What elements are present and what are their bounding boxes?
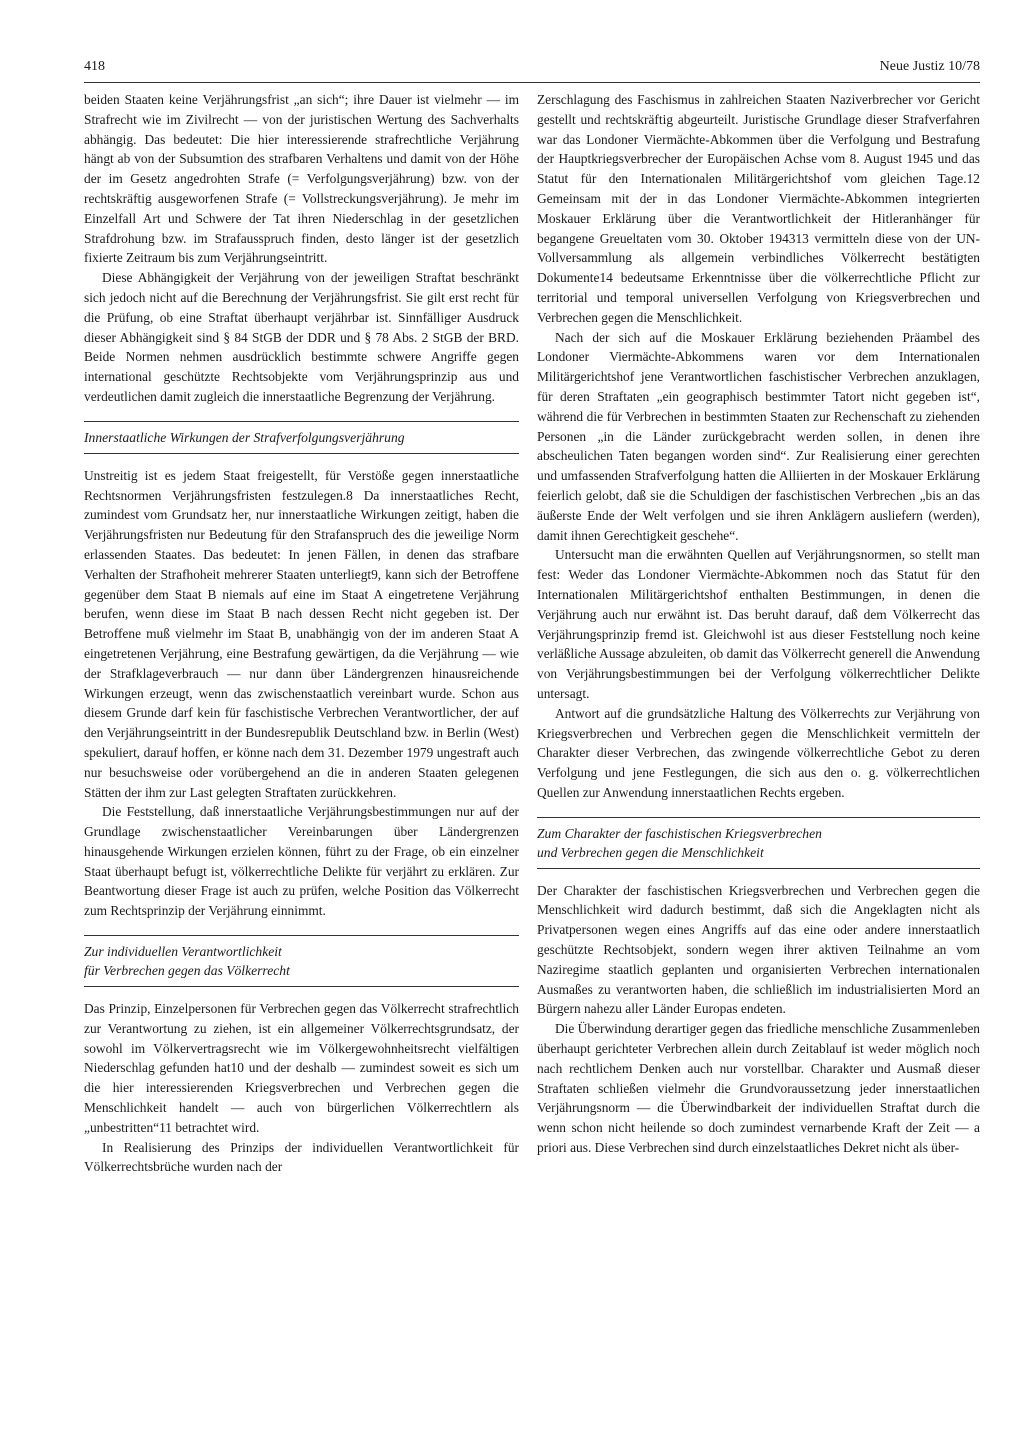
journal-issue: Neue Justiz 10/78: [879, 59, 980, 74]
right-paragraph-1: Zerschlagung des Faschismus in zahlreichen Staaten Naziverbrecher vor Gericht gestellt und rechtskräftig abgeurteilt. Juristische Grundlage dieser Strafverfahren war das Londoner Viermächte-Abkommen über die Verfolgung und Bestrafung der Hauptkriegsverbrecher der Europäischen Achse vom 8. August 1945 und das Statut für den Internationalen Militärgerichtshof vom gleichen Tage.12 Gemeinsam mit der in das Londoner Viermächte-Abkommen integrierten Moskauer Erklärung über die Verantwortlichkeit der Hitleranhänger für begangene Greueltaten vom 30. Oktober 194313 vermitteln diese von der UN-Vollversammlung als allgemein verbindliches Völkerrecht bestätigten Dokumente14 bedeutsame Erkenntnisse über die völkerrechtliche Pflicht zur territorial und temporal universellen Verfolgung von Kriegsverbrechen und Verbrechen gegen die Menschlichkeit.: [537, 92, 980, 325]
left-paragraph-3: Unstreitig ist es jedem Staat freigestellt, für Verstöße gegen innerstaatliche Rechtsnormen Verjährungsfristen festzulegen.8 Da innerstaatliches Recht, zumindest vom Grundsatz her, nur innerstaatliche Wirkungen zeitigt, haben die Verjährungsfristen nur Bedeutung für den Strafanspruch des die jeweilige Norm erlassenden Staates. Das bedeutet: In jenen Fällen, in denen das strafbare Verhalten der Strafhoheit mehrerer Staaten unterliegt9, kann sich der Betroffene gegenüber dem Staat B niemals auf eine im Staat A eingetretene Verjährung berufen, wenn diese im Staat B nach dessen Recht nicht gegeben ist. Der Betroffene muß vielmehr im Staat B, unabhängig von der im anderen Staat A eingetretenen Verjährung, eine Bestrafung gewärtigen, da die Verjährung — wie der Strafklageverbrauch — nur dann über Ländergrenzen hinausreichende Wirkungen erzeugt, wenn das zwischenstaatlich vereinbart wurde. Schon aus diesem Grunde darf kein für faschistische Verbrechen Verantwortlicher, der auf den Verjährungseintritt in der Bundesrepublik Deutschland bzw. in Berlin (West) spekuliert, darauf hoffen, er könne nach dem 31. Dezember 1979 ungestraft auch nur besuchsweise oder vorübergehend an die in anderen Staaten gelegenen Stätten der ihm zur Last gelegten Straftaten zurückkehren.: [84, 467, 519, 800]
section-heading-charakter-verbrechen: [537, 817, 980, 869]
section-heading-innerstaatliche-wirkungen: [84, 421, 519, 454]
page-header: [84, 59, 980, 79]
left-paragraph-5: Das Prinzip, Einzelpersonen für Verbrechen gegen das Völkerrecht strafrechtlich zur Verantwortung zu ziehen, ist ein allgemeiner Völkerrechtsgrundsatz, der sowohl im Völkervertragsrecht wie im Völkergewohnheitsrecht vielfältigen Niederschlag gefunden hat10 und der deshalb — zumindest soweit es sich um die hier interessierenden Kriegsverbrechen und Verbrechen gegen die Menschlichkeit handelt — auch von bürgerlichen Völkerrechtlern als „unbestritten“11 betrachtet wird.: [84, 1001, 519, 1135]
page-number: 418: [84, 59, 105, 74]
right-paragraph-2: Nach der sich auf die Moskauer Erklärung beziehenden Präambel des Londoner Viermächte-Abkommens waren vor dem Internationalen Militärgerichtshof jene Verantwortlichen faschistischer Verbrechen anzuklagen, für deren Straftaten „ein geographisch bestimmter Tatort nicht gegeben ist“, während die für Verbrechen in bestimmten Staaten zur Rechenschaft zu ziehenden Personen „in die Länder zurückgebracht werden sollen, in denen ihre abscheulichen Taten begangen worden sind“. Zur Realisierung einer gerechten und umfassenden Strafverfolgung hatten die Alliierten in der Moskauer Erklärung feierlich gelobt, daß sie die Schuldigen der faschistischen Verbrechen „bis an das äußerste Ende der Welt verfolgen und sie ihren Anklägern ausliefern (werden), damit ihnen Gerechtigkeit geschehe“.: [537, 329, 980, 543]
right-paragraph-5: Der Charakter der faschistischen Kriegsverbrechen und Verbrechen gegen die Menschlichkeit wird dadurch bestimmt, daß sich die Angeklagten nicht als Privatpersonen wegen eines Angriffs auf das eine oder andere innerstaatlich geschützte Rechtsobjekt, sondern wegen ihrer aktiven Teilnahme an vom Naziregime staatlich geplanten und organisierten Verbrechen internationalen Ausmaßes zu verantworten haben, die schließlich im industrialisierten Mord an Bürgern nahezu aller Länder Europas endeten.: [537, 882, 980, 1017]
left-paragraph-2: Diese Abhängigkeit der Verjährung von der jeweiligen Straftat beschränkt sich jedoch nicht auf die Berechnung der Verjährungsfrist. Sie gilt erst recht für die Prüfung, ob eine Straftat überhaupt verjährbar ist. Sinnfälliger Ausdruck dieser Abhängigkeit sind § 84 StGB der DDR und § 78 Abs. 2 StGB der BRD. Beide Normen nehmen ausdrücklich bestimmte schwere Angriffe gegen international geschützte Rechtsobjekte vom Verjährungsprinzip aus und verdeutlichen damit zugleich die innerstaatliche Begrenzung der Verjährung.: [84, 270, 519, 404]
section-heading-line-2: und Verbrechen gegen die Menschlichkeit: [537, 844, 764, 860]
section-heading-line-2: für Verbrechen gegen das Völkerrecht: [84, 963, 290, 979]
header-rule: [84, 82, 980, 83]
section-heading-line-1: Zur individuellen Verantwortlichkeit: [84, 944, 282, 960]
left-paragraph-1: beiden Staaten keine Verjährungsfrist „an sich“; ihre Dauer ist vielmehr — im Strafrecht wie im Zivilrecht — von der juristischen Wertung des Sachverhalts abhängig. Das bedeutet: Die hier interessierende strafrechtliche Verjährung hängt ab von der Subsumtion des strafbaren Verhaltens und damit von der Höhe der im Gesetz angedrohten Strafe (= Verfolgungsverjährung) bzw. von der rechtskräftig ausgeworfenen Strafe (= Vollstreckungsverjährung). Je mehr im Einzelfall Art und Schwere der Tat ihren Niederschlag in der gesetzlichen Strafdrohung bzw. im Strafausspruch finden, desto länger ist der gesetzlich fixierte Zeitraum bis zum Verjährungseintritt.: [84, 92, 519, 266]
section-heading-text: Innerstaatliche Wirkungen der Strafverfolgungsverjährung: [84, 429, 405, 445]
left-paragraph-4: Die Feststellung, daß innerstaatliche Verjährungsbestimmungen nur auf der Grundlage zwischenstaatlicher Vereinbarungen über Ländergrenzen hinausgehende Wirkungen erzielen können, führt zu der Frage, ob ein einzelner Staat überhaupt befugt ist, völkerrechtliche Delikte für verjährt zu erklären. Zur Beantwortung dieser Frage ist auch zu prüfen, welche Position das Völkerrecht zum Rechtsprinzip der Verjährung einnimmt.: [84, 804, 519, 919]
section-heading-line-1: Zum Charakter der faschistischen Kriegsverbrechen: [537, 825, 822, 841]
right-paragraph-6: Die Überwindung derartiger gegen das friedliche menschliche Zusammenleben überhaupt gerichteter Verbrechen allein durch Zeitablauf ist weder möglich noch nach rechtlichem Denken auch nur vorstellbar. Charakter und Ausmaß dieser Straftaten schließen vielmehr die Grundvoraussetzung jeder innerstaatlichen Verjährungsnorm — die Überwindbarkeit der individuellen Straftat durch die wenn schon nicht heilende so doch zumindest vernarbende Kraft der Zeit — a priori aus. Diese Verbrechen sind durch einzelstaatliches Dekret nicht als über-: [537, 1021, 980, 1156]
section-heading-individuelle-verantwortlichkeit: [84, 935, 519, 987]
left-column: [84, 90, 519, 1380]
right-paragraph-3: Untersucht man die erwähnten Quellen auf Verjährungsnormen, so stellt man fest: Weder das Londoner Viermächte-Abkommen noch das Statut für den Internationalen Militärgerichtshof enthalten Bestimmungen, in denen die Verjährung auch nur erwähnt ist. Das beruht darauf, daß dem Völkerrecht das Verjährungsprinzip fremd ist. Gleichwohl ist aus dieser Feststellung noch keine verläßliche Aussage abzuleiten, ob damit das Völkerrecht generell die Anwendung von Verjährungsbestimmungen bei der Verfolgung völkerrechtlicher Delikte untersagt.: [537, 547, 980, 701]
left-paragraph-6: In Realisierung des Prinzips der individuellen Verantwortlichkeit für Völkerrechtsbrüche wurden nach der: [84, 1139, 519, 1175]
right-column: [537, 90, 980, 1380]
right-paragraph-4: Antwort auf die grundsätzliche Haltung des Völkerrechts zur Verjährung von Kriegsverbrechen und Verbrechen gegen die Menschlichkeit vermitteln der Charakter dieser Verbrechen, das zwingende völkerrechtliche Gebot zu deren Verfolgung und jene Festlegungen, die sich aus den o. g. völkerrechtlichen Quellen zur Anwendung innerstaatlichen Rechts ergeben.: [537, 705, 980, 800]
